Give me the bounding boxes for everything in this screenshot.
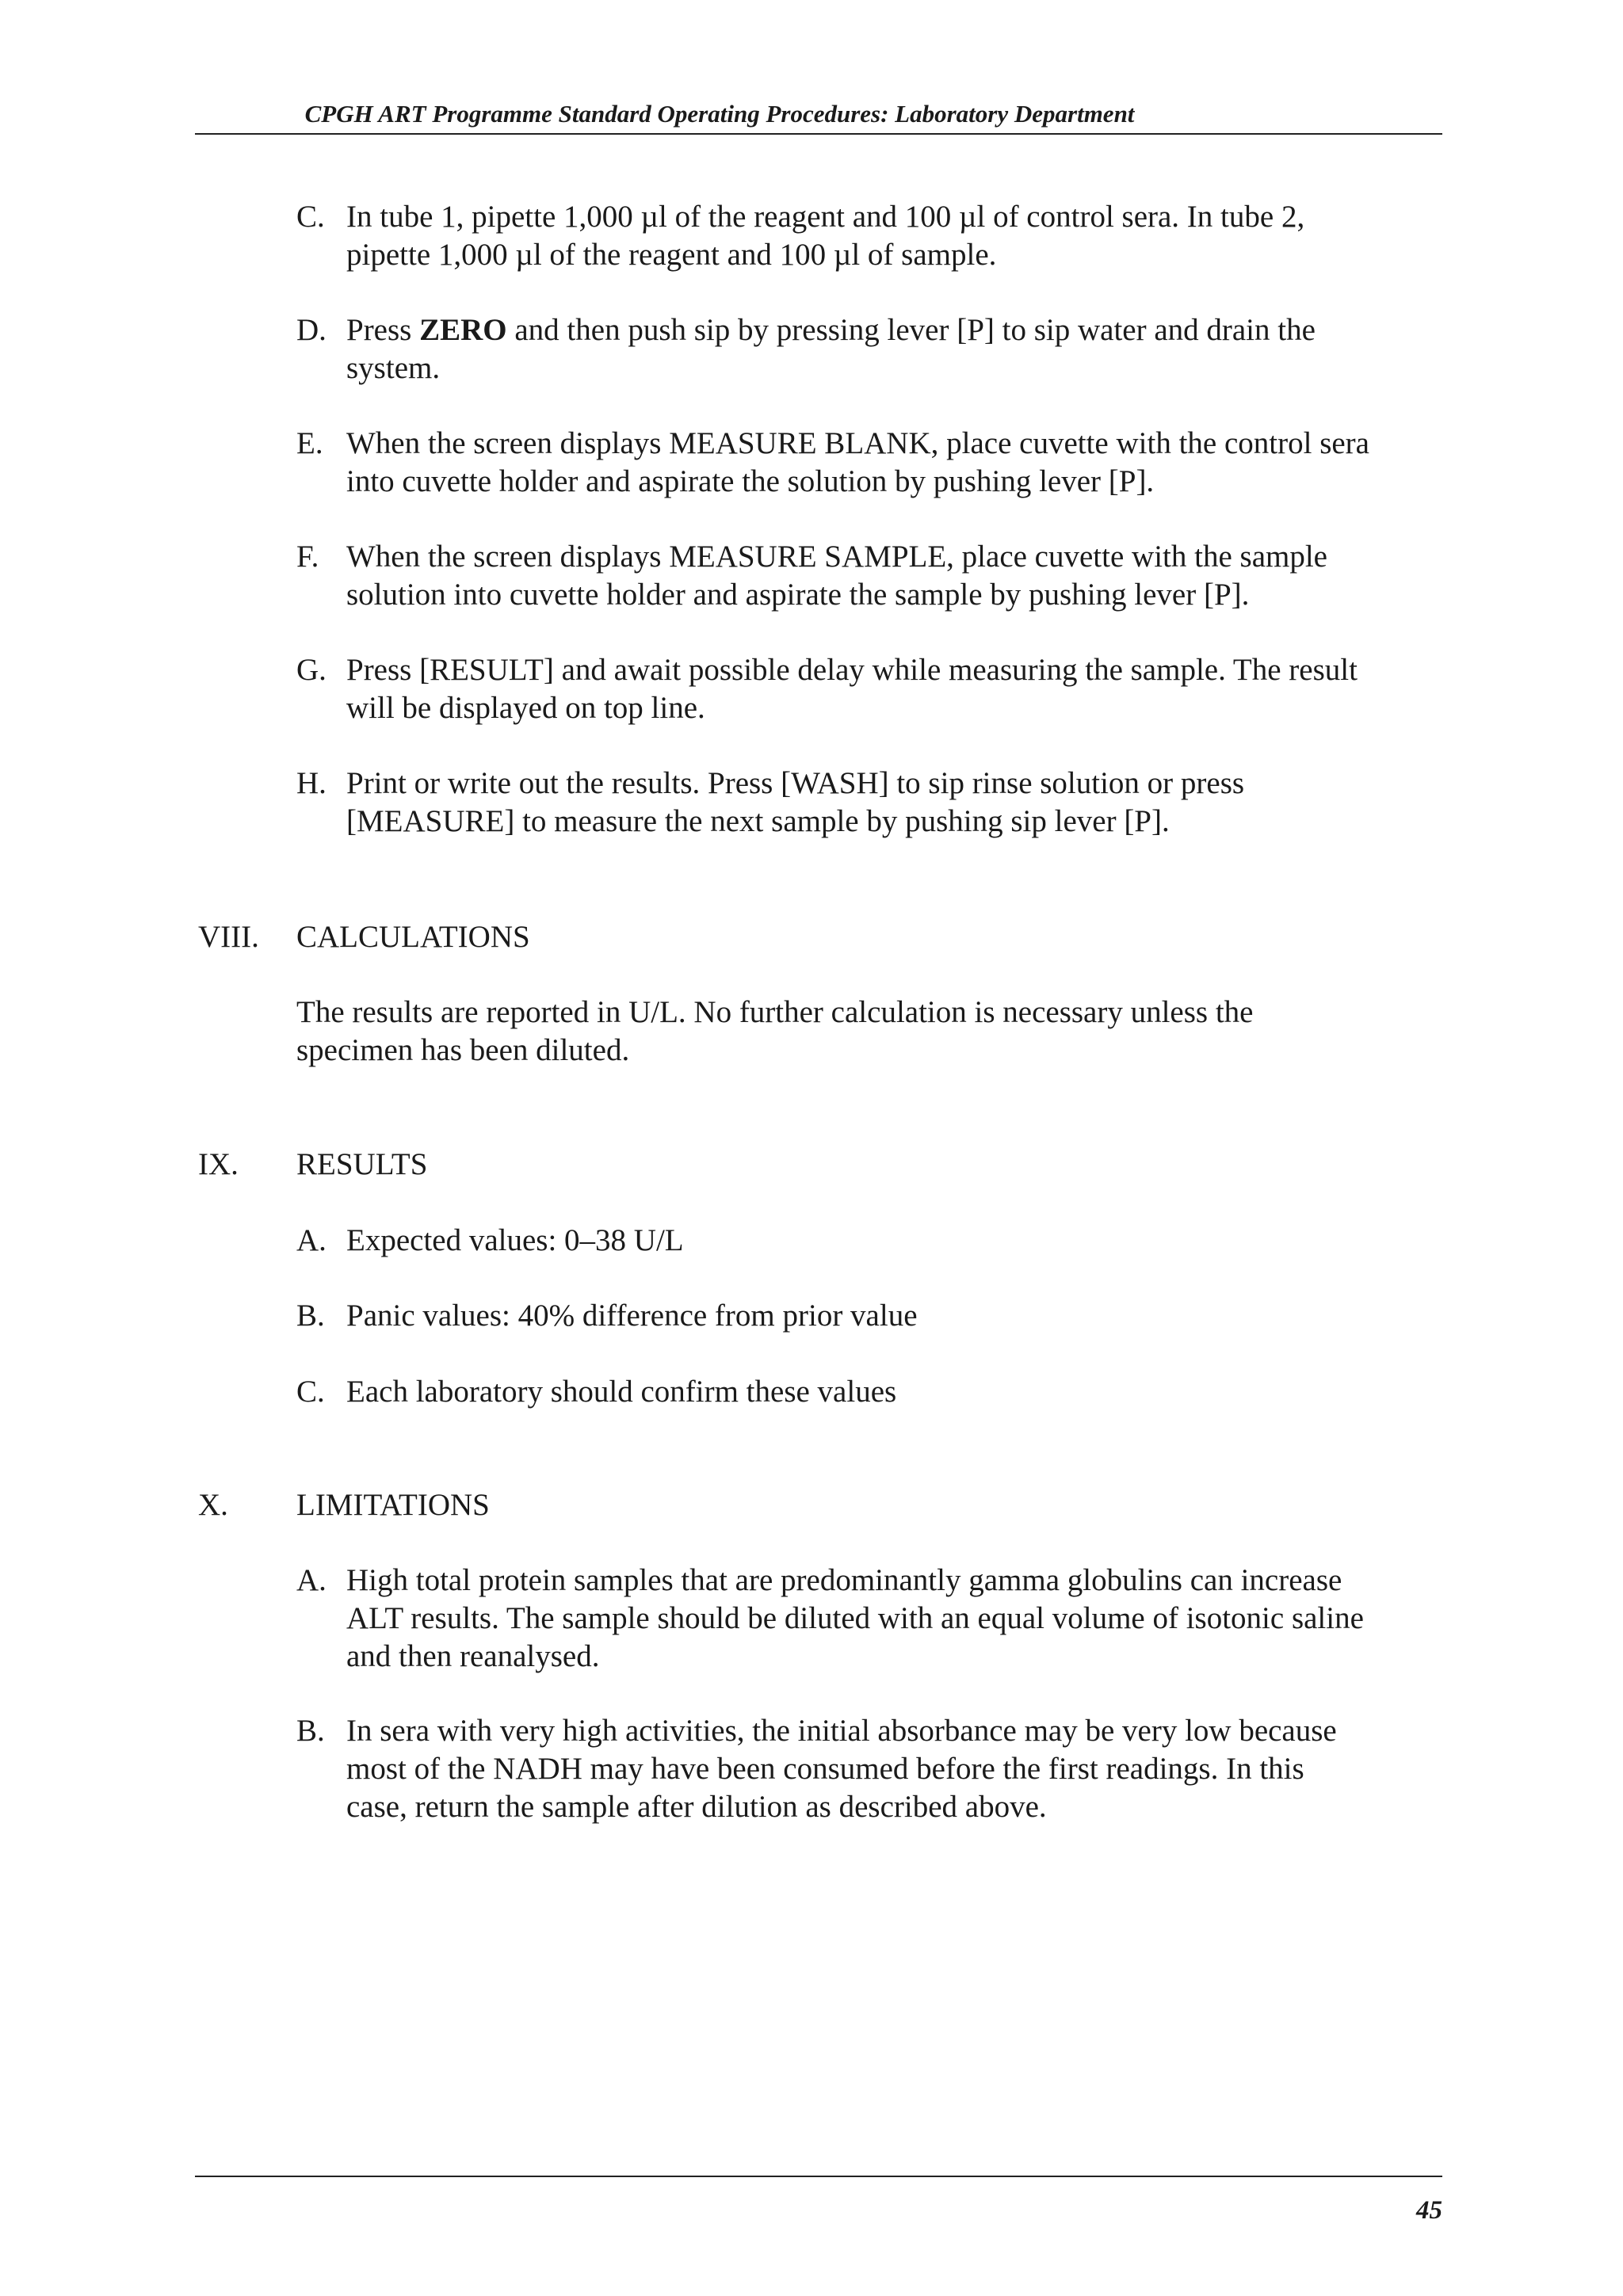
section-title-results: RESULTS: [296, 1147, 428, 1181]
section-number-limitations: X.: [198, 1488, 228, 1522]
item-line: In sera with very high activities, the initial absorbance may be very low because: [346, 1714, 1337, 1748]
item-line: Panic values: 40% difference from prior value: [346, 1299, 918, 1333]
item-text: [346, 1297, 1456, 1335]
item-line: and then reanalysed.: [346, 1639, 600, 1673]
item-text: [346, 538, 1456, 614]
item-letter: G.: [296, 653, 327, 687]
paragraph-line: specimen has been diluted.: [296, 1033, 630, 1067]
item-text-post: and then push sip by pressing lever [P] to sip water and drain the: [506, 313, 1316, 347]
item-letter: A.: [296, 1563, 327, 1597]
calculations-paragraph: [296, 994, 1254, 1070]
zero-key-label: ZERO: [419, 313, 507, 347]
running-header: CPGH ART Programme Standard Operating Procedures: Laboratory Department: [304, 100, 1135, 128]
item-text-pre: Press: [346, 313, 420, 347]
footer-rule: [195, 2176, 1442, 2177]
item-text: [346, 1373, 1456, 1411]
item-line: Print or write out the results. Press [WASH] to sip rinse solution or press: [346, 766, 1245, 800]
item-line: system.: [346, 351, 441, 385]
item-letter: C.: [296, 200, 325, 234]
page-number: 45: [1416, 2196, 1442, 2225]
item-line: In tube 1, pipette 1,000 µl of the reagent and 100 µl of control sera. In tube 2,: [346, 200, 1305, 234]
item-letter: E.: [296, 426, 323, 460]
section-number-calculations: VIII.: [198, 920, 259, 954]
item-line: Expected values: 0–38 U/L: [346, 1223, 684, 1257]
item-letter: D.: [296, 313, 327, 347]
item-line: When the screen displays MEASURE BLANK, place cuvette with the control sera: [346, 426, 1369, 460]
item-line: [MEASURE] to measure the next sample by pushing sip lever [P].: [346, 804, 1170, 838]
item-letter: F.: [296, 540, 319, 574]
item-text: [346, 651, 1456, 727]
section-title-calculations: CALCULATIONS: [296, 920, 530, 954]
section-title-limitations: LIMITATIONS: [296, 1488, 490, 1522]
item-text: [346, 311, 1456, 387]
item-line: ALT results. The sample should be diluted with an equal volume of isotonic saline: [346, 1601, 1364, 1635]
item-letter: B.: [296, 1714, 325, 1748]
item-line: Each laboratory should confirm these values: [346, 1375, 897, 1409]
item-line: case, return the sample after dilution as described above.: [346, 1790, 1047, 1824]
item-line: When the screen displays MEASURE SAMPLE, place cuvette with the sample: [346, 540, 1327, 574]
item-line: will be displayed on top line.: [346, 691, 705, 725]
item-letter: C.: [296, 1375, 325, 1409]
paragraph-line: The results are reported in U/L. No further calculation is necessary unless the: [296, 995, 1254, 1029]
item-letter: H.: [296, 766, 327, 800]
item-text: [346, 198, 1456, 274]
item-line: most of the NADH may have been consumed before the first readings. In this: [346, 1752, 1304, 1786]
item-line: into cuvette holder and aspirate the solution by pushing lever [P].: [346, 464, 1155, 498]
item-line: pipette 1,000 µl of the reagent and 100 µl of sample.: [346, 238, 997, 272]
item-text: [346, 425, 1456, 501]
item-text: [346, 765, 1456, 841]
item-text: [346, 1712, 1456, 1826]
header-rule: [195, 133, 1442, 135]
item-line: High total protein samples that are predominantly gamma globulins can increase: [346, 1563, 1342, 1597]
item-text: [346, 1222, 1456, 1260]
item-letter: A.: [296, 1223, 327, 1257]
item-line: solution into cuvette holder and aspirate the sample by pushing lever [P].: [346, 578, 1250, 612]
item-text: [346, 1562, 1456, 1676]
item-letter: B.: [296, 1299, 325, 1333]
item-line: [346, 311, 1456, 349]
item-line: Press [RESULT] and await possible delay while measuring the sample. The result: [346, 653, 1358, 687]
section-number-results: IX.: [198, 1147, 239, 1181]
